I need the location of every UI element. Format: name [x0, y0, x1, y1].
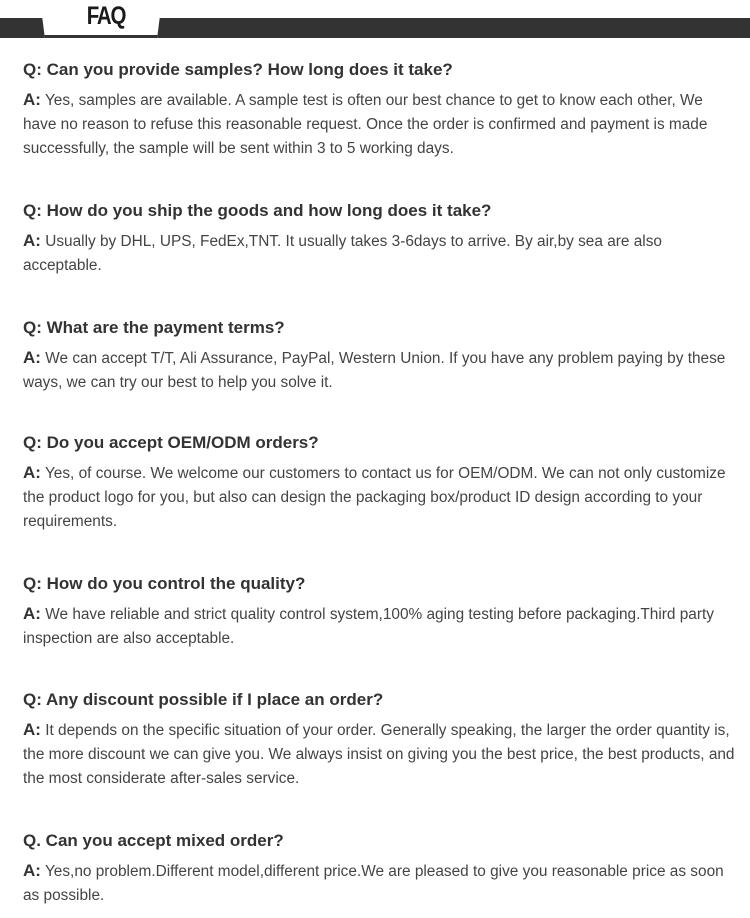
faq-answer: [23, 602, 738, 651]
faq-list: [23, 58, 738, 908]
faq-item: [23, 316, 738, 395]
answer-text: Yes, of course. We welcome our customers to contact us for OEM/ODM. We can not only customize the product logo for you, but also can design the packaging box/product ID design according to your requirements.: [23, 465, 726, 530]
answer-prefix: A:: [23, 348, 41, 367]
faq-item: [23, 829, 738, 908]
faq-item: [23, 688, 738, 791]
faq-question: Q: Any discount possible if I place an order?: [23, 690, 384, 709]
faq-question: Q. Can you accept mixed order?: [23, 831, 284, 850]
faq-question: Q: Do you accept OEM/ODM orders?: [23, 433, 319, 452]
faq-item: [23, 199, 738, 278]
answer-prefix: A:: [23, 720, 41, 739]
faq-answer: [23, 461, 738, 534]
answer-prefix: A:: [23, 463, 41, 482]
answer-text: We can accept T/T, Ali Assurance, PayPal, Western Union. If you have any problem paying by these ways, we can try our best to help you solve it.: [23, 350, 726, 391]
answer-text: We have reliable and strict quality control system,100% aging testing before packaging.Third party inspection are also acceptable.: [23, 606, 714, 647]
faq-item: [23, 431, 738, 534]
faq-question: Q: How do you ship the goods and how long does it take?: [23, 201, 492, 220]
faq-answer: [23, 718, 738, 791]
faq-answer: [23, 229, 738, 278]
answer-prefix: A:: [23, 90, 41, 109]
answer-prefix: A:: [23, 604, 41, 623]
faq-question: Q: How do you control the quality?: [23, 574, 306, 593]
faq-question: Q: Can you provide samples? How long does it take?: [23, 60, 453, 79]
answer-text: Usually by DHL, UPS, FedEx,TNT. It usually takes 3-6days to arrive. By air,by sea are also acceptable.: [23, 233, 662, 274]
faq-answer: [23, 859, 738, 908]
faq-question: Q: What are the payment terms?: [23, 318, 285, 337]
faq-answer: [23, 88, 738, 161]
faq-answer: [23, 346, 738, 395]
answer-text: Yes,no problem.Different model,different price.We are pleased to give you reasonable price as soon as possible.: [23, 863, 724, 904]
answer-prefix: A:: [23, 861, 41, 880]
faq-item: [23, 58, 738, 161]
answer-text: It depends on the specific situation of your order. Generally speaking, the larger the order quantity is, the more discount we can give you. We always insist on giving you the best price, the best products, and the most considerate after-sales service.: [23, 722, 735, 787]
answer-prefix: A:: [23, 231, 41, 250]
page-title: FAQ: [86, 2, 126, 30]
answer-text: Yes, samples are available. A sample test is often our best chance to get to know each other, We have no reason to refuse this reasonable request. Once the order is confirmed and payment is made successfully, the sample will be sent within 3 to 5 working days.: [23, 92, 708, 157]
faq-item: [23, 572, 738, 651]
